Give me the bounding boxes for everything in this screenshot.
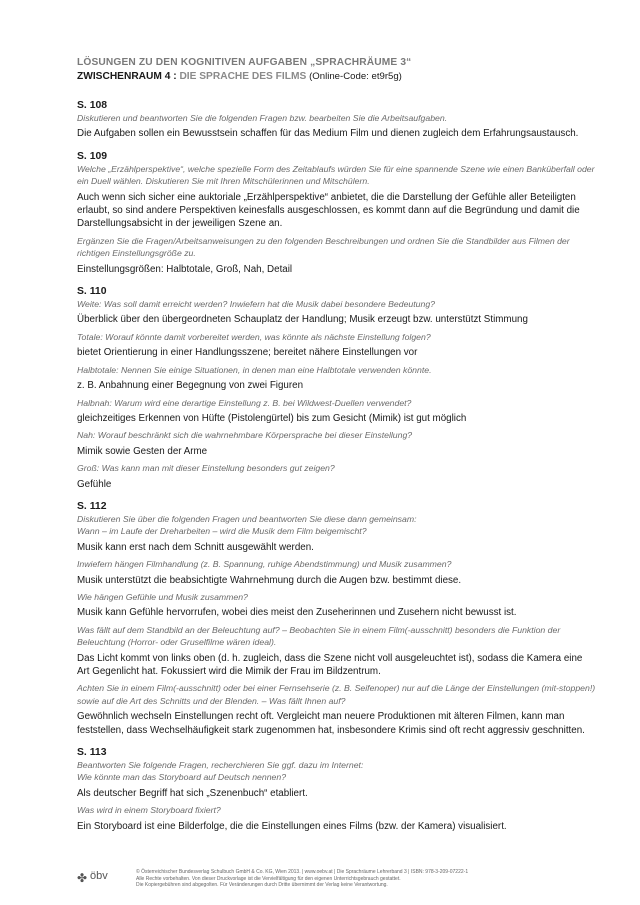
task-question: Halbtotale: Nennen Sie einige Situationen, in denen man eine Halbtotale verwenden könnte.	[77, 364, 432, 375]
page-section-heading: S. 109	[77, 150, 108, 162]
task-answer: bietet Orientierung in einer Handlungsszene; bereitet nähere Einstellungen vor	[77, 347, 418, 359]
question-line: Beantworten Sie folgende Fragen, recherchieren Sie ggf. dazu im Internet:	[77, 760, 364, 771]
task-question: Nah: Worauf beschränkt sich die wahrnehmbare Körpersprache bei dieser Einstellung?	[77, 430, 413, 441]
task-question	[77, 759, 597, 784]
page-footer	[77, 869, 597, 893]
task-answer: Das Licht kommt von links oben (d. h. zugleich, dass die Szene nicht voll ausgeleuchtet ist), sodass die Kamera eine Art Gegenlicht hat. Fokussiert wird die Mimik der Frau im Bildzentrum.	[77, 652, 583, 677]
page-section-heading: S. 112	[77, 500, 107, 512]
task-answer: Gewöhnlich wechseln Einstellungen recht oft. Vergleicht man neuere Produktionen mit älteren Filmen, kann man feststellen, dass Wechselhäufigkeit stark zugenommen hat, insbesondere Krimis sind oft recht aggressiv geschnitten.	[77, 711, 585, 736]
task-question: Wie hängen Gefühle und Musik zusammen?	[77, 591, 248, 602]
fees-line: Die Kopiergebühren sind abgegolten. Für Veränderungen durch Dritte übernimmt der Verlag keine Verantwortung.	[136, 882, 388, 889]
question-line: Wie könnte man das Storyboard auf Deutsch nennen?	[77, 772, 287, 783]
task-question: Groß: Was kann man mit dieser Einstellung besonders gut zeigen?	[77, 463, 335, 474]
page-section-heading: S. 108	[77, 100, 108, 111]
task-answer: Gefühle	[77, 478, 112, 490]
task-answer: Als deutscher Begriff hat sich „Szenenbuch“ etabliert.	[77, 787, 308, 799]
task-question: Welche „Erzählperspektive“, welche spezielle Form des Zeitablaufs würden Sie für eine spannende Szene wie einen Banküberfall oder ein Duell wählen. Diskutieren Sie mit Ihren Mitschülerinnen und Mitschülern.	[77, 163, 595, 187]
task-question: Was fällt auf dem Standbild an der Beleuchtung auf? – Beobachten Sie in einem Film(-ausschnitt) besonders die Funktion der Beleuchtung (Horror- oder Gruselfilme wären ideal).	[77, 624, 561, 648]
task-answer: Die Aufgaben sollen ein Bewusstsein schaffen für das Medium Film und dienen zugleich dem Erfahrungsaustausch.	[77, 128, 579, 140]
task-answer: Musik kann erst nach dem Schnitt ausgewählt werden.	[77, 541, 314, 553]
task-answer: Mimik sowie Gesten der Arme	[77, 445, 208, 457]
task-answer: Einstellungsgrößen: Halbtotale, Groß, Nah, Detail	[77, 263, 293, 275]
task-answer: Musik unterstützt die beabsichtigte Wahrnehmung durch die Augen bzw. bestimmt diese.	[77, 574, 462, 586]
task-question: Diskutieren und beantworten Sie die folgenden Fragen bzw. bearbeiten Sie die Arbeitsaufgaben.	[77, 113, 448, 123]
chapter-title: DIE SPRACHE DES FILMS	[179, 71, 307, 82]
page-section-heading: S. 113	[77, 747, 107, 759]
task-answer: Musik kann Gefühle hervorrufen, wobei dies meist den Zuseherinnen und Zusehern nicht bewusst ist.	[77, 607, 517, 619]
chapter-heading	[77, 70, 597, 84]
copyright-notice	[136, 869, 596, 889]
task-answer: z. B. Anbahnung einer Begegnung von zwei Figuren	[77, 380, 304, 392]
publisher-logo-text: öbv	[90, 870, 108, 882]
task-question	[77, 513, 597, 538]
page-section-heading: S. 110	[77, 286, 107, 298]
publisher-logo-icon: ✤	[77, 871, 88, 885]
copyright-line: © Österreichischer Bundesverlag Schulbuch GmbH & Co. KG, Wien 2013. | www.oebv.at | Die Sprachräume Lehrerband 3 | ISBN: 978-3-209-07222-1	[136, 869, 469, 875]
rights-line: Alle Rechte vorbehalten. Von dieser Druckvorlage ist die Vervielfältigung für den eigenen Unterrichtsgebrauch gestattet.	[136, 875, 401, 882]
task-question: Ergänzen Sie die Fragen/Arbeitsanweisungen zu den folgenden Beschreibungen und ordnen Sie die Standbilder aus Filmen der richtigen Einstellungsgröße zu.	[77, 235, 570, 259]
document-page	[77, 56, 597, 837]
document-body	[77, 99, 597, 833]
task-answer: gleichzeitiges Erkennen von Hüfte (Pistolengürtel) bis zum Gesicht (Mimik) ist gut möglich	[77, 412, 467, 424]
task-question: Halbnah: Warum wird eine derartige Einstellung z. B. bei Wildwest-Duellen verwendet?	[77, 397, 412, 408]
document-title: LÖSUNGEN ZU DEN KOGNITIVEN AUFGABEN „SPRACHRÄUME 3“	[77, 57, 412, 68]
task-question: Inwiefern hängen Filmhandlung (z. B. Spannung, ruhige Abendstimmung) und Musik zusammen?	[77, 559, 452, 570]
task-answer: Auch wenn sich sicher eine auktoriale „Erzählperspektive“ anbietet, die die Darstellung der Gefühle aller Beteiligten erlaubt, so sind andere Perspektiven keinesfalls ausgeschlossen, es kommt dann auf die Begründung und damit die Darstellungsabsicht in der jeweiligen Szene an.	[77, 191, 580, 230]
task-question: Weite: Was soll damit erreicht werden? Inwiefern hat die Musik dabei besondere Bedeutung?	[77, 299, 435, 310]
question-line: Wann – im Laufe der Dreharbeiten – wird die Musik dem Film beigemischt?	[77, 526, 367, 537]
question-line: Diskutieren Sie über die folgenden Fragen und beantworten Sie diese dann gemeinsam:	[77, 513, 417, 524]
task-question: Was wird in einem Storyboard fixiert?	[77, 805, 221, 816]
task-question: Achten Sie in einem Film(-ausschnitt) oder bei einer Fernsehserie (z. B. Seifenoper) nur auf die Länge der Einstellungen (mit-stoppen!) sowie auf die Art des Schnitts und der Blenden. – Was fällt Ihnen auf?	[77, 683, 596, 706]
task-answer: Überblick über den übergeordneten Schauplatz der Handlung; Musik erzeugt bzw. unterstützt Stimmung	[77, 314, 528, 326]
chapter-number: ZWISCHENRAUM 4 :	[77, 71, 177, 82]
task-answer: Ein Storyboard ist eine Bilderfolge, die die Einstellungen eines Films (bzw. der Kamera) visualisiert.	[77, 820, 507, 832]
online-code: (Online-Code: et9r5g)	[309, 71, 402, 82]
task-question: Totale: Worauf könnte damit vorbereitet werden, was könnte als nächste Einstellung folgen?	[77, 331, 431, 342]
